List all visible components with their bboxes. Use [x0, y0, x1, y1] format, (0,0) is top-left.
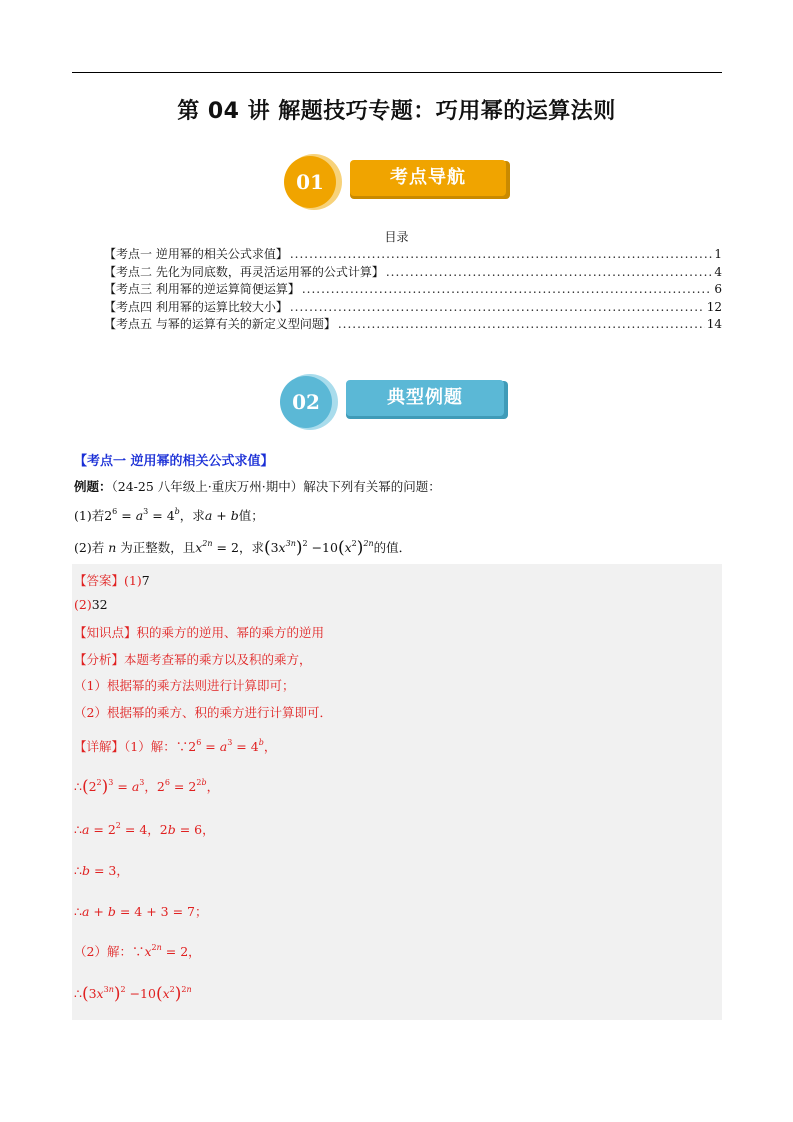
knowledge-point: 【知识点】积的乘方的逆用、幂的乘方的逆用 — [74, 625, 325, 640]
section-heading: 【考点一 逆用幂的相关公式求值】 — [74, 454, 274, 469]
section-badge-examples — [280, 374, 512, 426]
question-2: (2)若 n 为正整数，且$x^{2n} = 2$，求$(3x^{3n})^2 -10(x^2)^{2n}$的值． — [74, 538, 412, 558]
toc-item[interactable]: 【考点五 与幂的运算有关的新定义型问题】 ..... 14 — [104, 316, 722, 334]
toc-item[interactable]: 【考点二 先化为同底数，再灵活运用幂的公式计算】 ..... 4 — [104, 264, 722, 282]
detail-line-b: ∴a = $2^2 = 4$，2b = 6， — [74, 821, 215, 837]
toc-item[interactable]: 【考点一 逆用幂的相关公式求值】 ..... 1 — [104, 246, 722, 264]
example-intro: 例题：（24-25 八年级上·重庆万州·期中）解决下列有关幂的问题： — [74, 479, 441, 494]
detail-line-d: ∴a + b = 4 + 3 = 7； — [74, 904, 208, 919]
analysis-step-2: （2）根据幂的乘方、积的乘方进行计算即可． — [74, 705, 332, 720]
toc-item[interactable]: 【考点三 利用幂的逆运算简便运算】 ..... 6 — [104, 281, 722, 299]
table-of-contents — [104, 246, 722, 334]
detail-line-a: $\therefore(2^2)^3 = a^3$，$2^6 = 2^{2b}$， — [74, 777, 220, 797]
analysis: 【分析】本题考查幂的乘方以及积的乘方， — [74, 652, 312, 667]
badge-label: 典型例题 — [346, 380, 504, 416]
answer-line-1: 【答案】(1)7 — [74, 573, 150, 588]
badge-number: 01 — [284, 156, 336, 208]
analysis-step-1: （1）根据幂的乘方法则进行计算即可； — [74, 678, 295, 693]
question-1: (1)若$2^6 = a^3 = 4^b$，求a + b值； — [74, 507, 264, 523]
section-badge-navigation — [284, 154, 514, 206]
badge-label: 考点导航 — [350, 160, 506, 196]
toc-item[interactable]: 【考点四 利用幂的运算比较大小】 ..... 12 — [104, 299, 722, 317]
header-rule — [72, 72, 722, 73]
detail-step-1: 【详解】（1）解：$\because 2^6 = a^3 = 4^b$， — [74, 738, 277, 754]
page-title: 第 04 讲 解题技巧专题：巧用幂的运算法则 — [177, 99, 616, 124]
detail-step-2: （2）解：$\because x^{2n} = 2$， — [74, 943, 201, 959]
answer-line-2: (2)32 — [74, 597, 108, 612]
detail-line-e: $\therefore(3x^{3n})^2 -10(x^2)^{2n}$ — [74, 984, 192, 1004]
detail-line-c: ∴b = 3， — [74, 863, 129, 878]
badge-number: 02 — [280, 376, 332, 428]
toc-title: 目录 — [384, 230, 409, 244]
